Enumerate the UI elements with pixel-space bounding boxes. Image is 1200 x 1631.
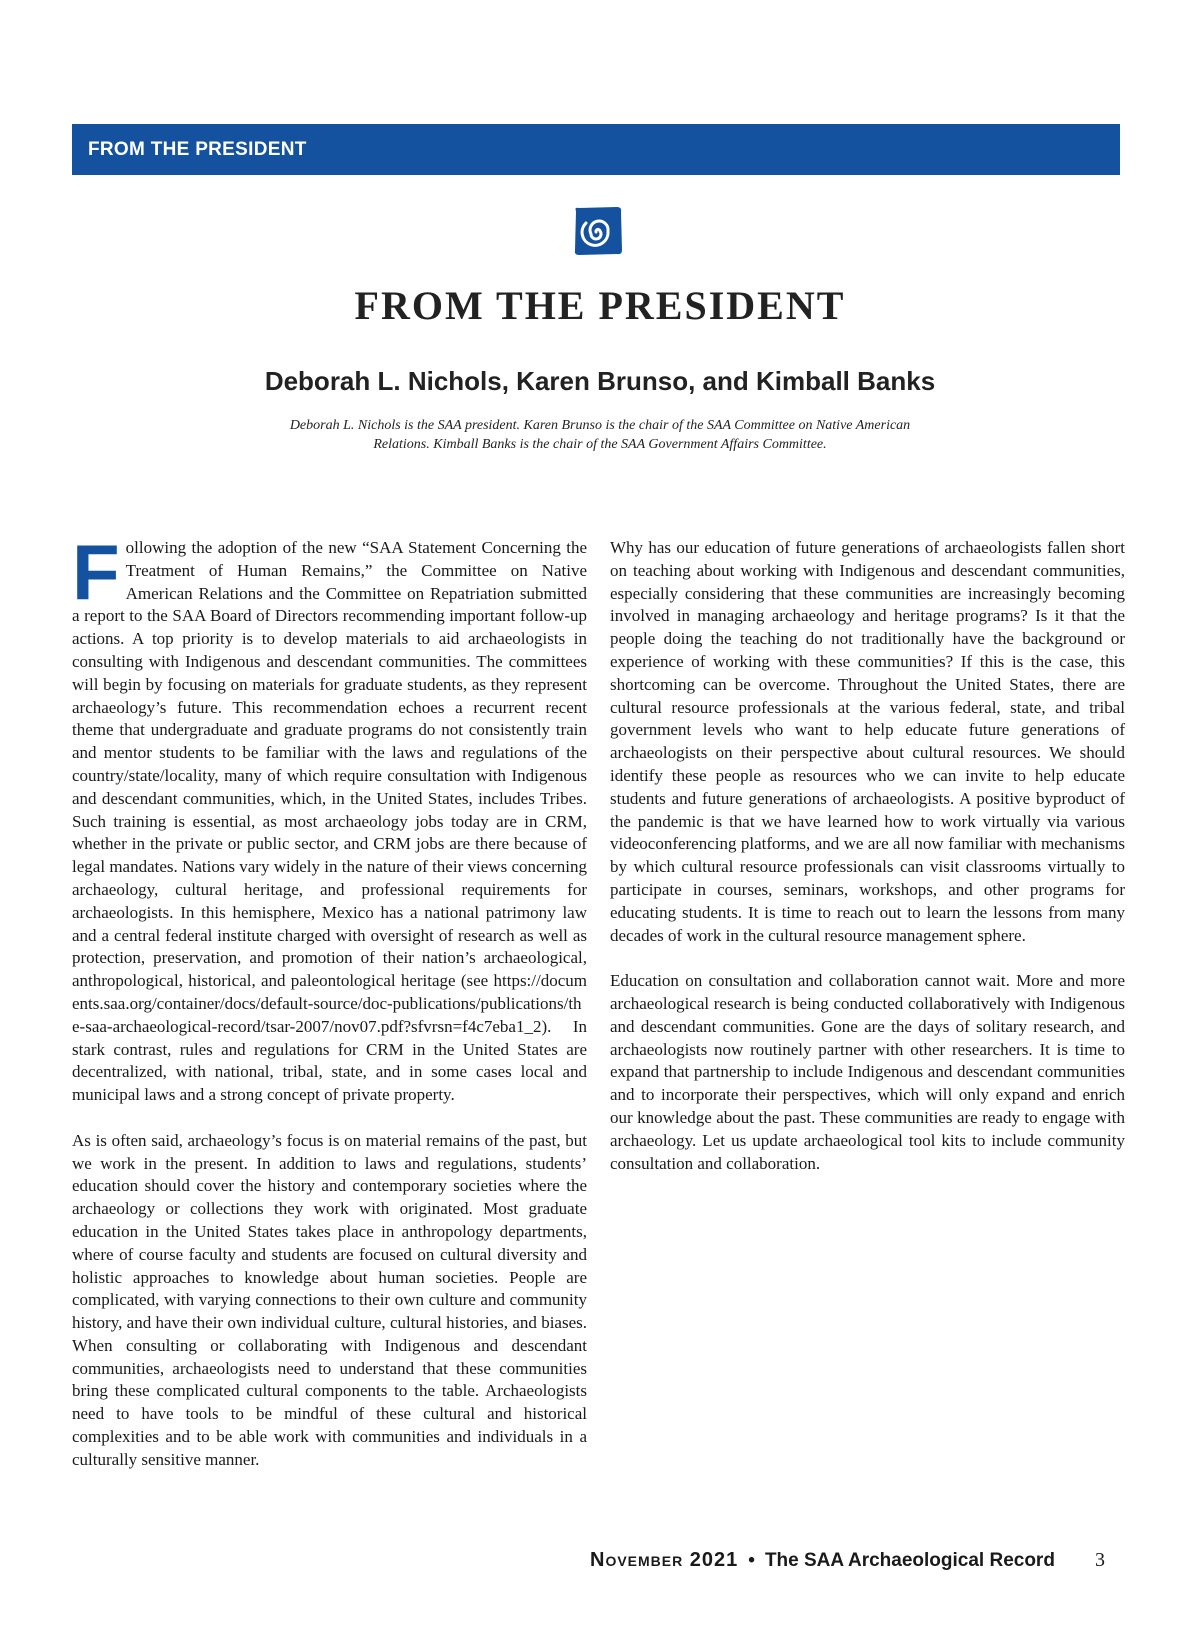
paragraph-1-text: ollowing the adoption of the new “SAA Statement Concerning the Treatment of Human Remains,” the Committee on Native American Relations and the Committee on Repatriation submitted a report to the SAA Board of Directors recommending important follow-up actions. A top priority is to develop materials to aid archaeologists in consulting with Indigenous and descendant communities. The committees will begin by focusing on materials for graduate students, as they represent archaeology’s future. This recommendation echoes a recurrent recent theme that undergraduate and graduate programs do not consistently train and mentor students to be familiar with the laws and regulations of the country/state/locality, many of which require consultation with Indigenous and descendant communities, which, in the United States, includes Tribes. Such training is essential, as most archaeology jobs today are in CRM, whether in the private or public sector, and CRM jobs are there because of legal mandates. Nations vary widely in the nature of their views concerning archaeology, cultural heritage, and professional requirements for archaeologists. In this hemisphere, Mexico has a national patrimony law and a central federal institute charged with oversight of research as well as protection, preservation, and promotion of their nation’s archaeological, anthropological, historical, and paleontological heritage (see xyxy=(72,538,587,991)
paragraph-3: Why has our education of future generations of archaeologists fallen short on teaching about working with Indigenous and descendant communities, especially considering that these communities are increasingly becoming involved in managing archaeology and heritage programs? Is it that the people doing the teaching do not traditionally have the background or experience of working with these communities? If this is the case, this shortcoming can be overcome. Throughout the United States, there are cultural resource professionals at the various federal, state, and tribal government levels who want to help educate future generations of archaeologists on their perspective about cultural resources. We should identify these people as resources who we can invite to help educate students and future generations of archaeologists. A positive byproduct of the pandemic is that we have learned how to work virtually via various videoconferencing platforms, and we are all now familiar with mechanisms by which cultural resource professionals can visit classrooms virtually to participate in courses, seminars, workshops, and other programs for educating students. It is time to reach out to learn the lessons from many decades of work in the cultural resource management sphere. xyxy=(610,538,1125,945)
spiral-logo-icon xyxy=(572,205,624,257)
paragraph-1 xyxy=(72,528,587,1107)
page-title: FROM THE PRESIDENT xyxy=(354,283,846,328)
footer-date: November 2021 xyxy=(590,1549,739,1571)
author-affiliation: Deborah L. Nichols is the SAA president. Karen Brunso is the chair of the SAA Committee on Native American Relations. Kimball Banks is the chair of the SAA Government Affairs Committee. xyxy=(289,418,911,452)
section-banner: FROM THE PRESIDENT xyxy=(72,124,1120,175)
document-url-link[interactable]: https://documents.saa.org/container/docs/default-source/doc-publications/publications/the-saa-archaeological-record/tsar-2007/nov07.pdf?sfvrsn=f4c7eba1_2 xyxy=(72,971,587,1036)
footer-publication: The SAA Archaeological Record xyxy=(764,1550,1055,1571)
article-column-right xyxy=(610,537,1125,1198)
paragraph-2: As is often said, archaeology’s focus is on material remains of the past, but we work in the present. In addition to laws and regulations, students’ education should cover the history and contemporary societies where the archaeology or collections they work with originated. Most graduate education in the United States takes place in anthropology departments, where of course faculty and students are focused on cultural diversity and holistic approaches to knowledge about human societies. People are complicated, with varying connections to their own culture and community history, and have their own individual culture, cultural histories, and biases. When consulting or collaborating with Indigenous and descendant communities, archaeologists need to understand that these communities bring these complicated cultural components to the table. Archaeologists need to have tools to be mindful of these cultural and historical complexities and to be able work with communities and individuals in a culturally sensitive manner. xyxy=(72,1130,587,1469)
paragraph-4: Education on consultation and collaboration cannot wait. More and more archaeological research is being conducted collaboratively with Indigenous and descendant communities. Gone are the days of solitary research, and archaeologists now routinely partner with other researchers. It is time to expand that partnership to include Indigenous and descendant communities and to incorporate their perspectives, which will only expand and enrich our knowledge about the past. These communities are ready to engage with archaeology. Let us update archaeological tool kits to include community consultation and collaboration. xyxy=(610,971,1125,1173)
paragraph-1-end: ). In stark contrast, rules and regulations for CRM in the United States are decentralized, with national, tribal, state, and in some cases local and municipal laws and a strong concept of private property. xyxy=(72,1016,587,1105)
page-footer xyxy=(590,1549,1120,1572)
drop-cap: F xyxy=(72,528,120,616)
article-column-left xyxy=(72,528,587,1494)
article-authors: Deborah L. Nichols, Karen Brunso, and Kimball Banks xyxy=(264,366,936,396)
page-number: 3 xyxy=(1095,1549,1105,1571)
footer-bullet: • xyxy=(748,1550,755,1571)
